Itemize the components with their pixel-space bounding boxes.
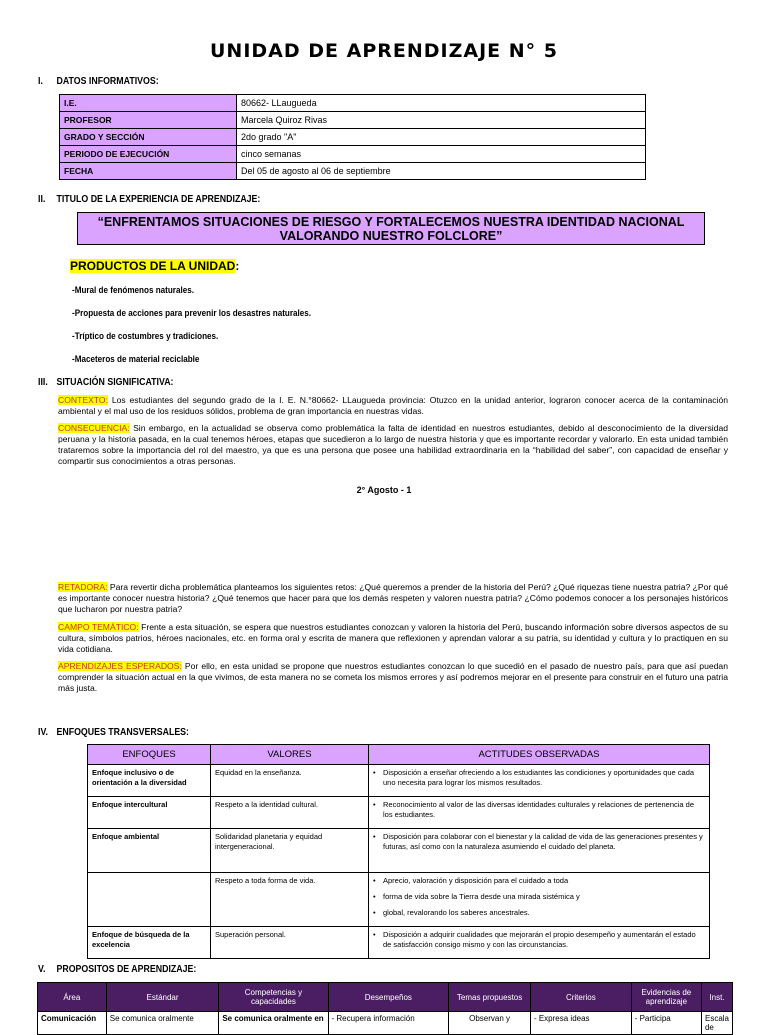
valor-cell: Respeto a toda forma de vida. <box>211 873 369 927</box>
table-row <box>60 129 646 146</box>
section-heading-propositos <box>38 964 196 975</box>
contexto-text: Los estudiantes del segundo grado de la I. E. N.°80662- LLaugueda provincia: Otuzco en la unidad anterior, lograron conocer acerca de la contaminación ambiental y el mal uso de los residuos sólidos, problema de gran importancia en nuestras vidas. <box>58 395 728 416</box>
section-label: TITULO DE LA EXPERIENCIA DE APRENDIZAJE: <box>56 194 261 205</box>
section-number: IV. <box>38 727 48 738</box>
contexto-paragraph <box>58 395 728 417</box>
column-header: Inst. <box>701 983 732 1012</box>
table-cell: Observan y <box>449 1012 531 1035</box>
table-row <box>60 95 646 112</box>
propositos-table <box>37 982 733 1035</box>
retadora-paragraph <box>58 582 728 615</box>
retadora-label: RETADORA: <box>58 582 108 592</box>
table-cell: - Expresa ideas <box>530 1012 631 1035</box>
section-number: V. <box>38 964 46 975</box>
valor-cell: Superación personal. <box>211 927 369 959</box>
section-number: III. <box>38 377 48 388</box>
table-row <box>88 797 710 829</box>
column-header: VALORES <box>211 745 369 765</box>
table-row <box>88 873 710 927</box>
date-marker: 2° Agosto - 1 <box>356 485 412 495</box>
aprendizajes-text: Por ello, en esta unidad se propone que nuestros estudiantes conozcan lo que sucedió en el pasado de nuestro país, para que así puedan comprender la situación actual en la que vivimos, de esta manera no se cometa los mismos errores y así podremos mejorar en el presente para construir en el futuro una patria más justa. <box>58 661 728 693</box>
product-item: -Tríptico de costumbres y tradiciones. <box>72 331 219 341</box>
section-label: ENFOQUES TRANSVERSALES: <box>56 727 189 738</box>
section-heading-datos <box>38 76 159 87</box>
info-key: FECHA <box>60 163 237 180</box>
products-heading-text: PRODUCTOS DE LA UNIDAD <box>70 259 236 273</box>
product-item: -Propuesta de acciones para prevenir los desastres naturales. <box>72 308 312 318</box>
table-row <box>38 1012 733 1035</box>
valor-cell: Equidad en la enseñanza. <box>211 765 369 797</box>
table-cell: Se comunica oralmente en <box>219 1012 328 1035</box>
product-item: -Mural de fenómenos naturales. <box>72 285 194 295</box>
valor-cell: Solidaridad planetaria y equidad intergeneracional. <box>211 829 369 873</box>
enfoque-cell: Enfoque intercultural <box>88 797 211 829</box>
section-number: I. <box>38 76 43 87</box>
campo-text: Frente a esta situación, se espera que nuestros estudiantes conozcan y valoren la historia del Perú, buscando información sobre diversos aspectos de su cultura, símbolos patrios, héroes nacionales, etc. en forma oral y escrita de manera que reflexionen y aprendan valorar a su patria, su identidad y cultura y lo practiquen en su vida cotidiana. <box>58 622 728 654</box>
aprendizajes-label: APRENDIZAJES ESPERADOS: <box>58 661 182 671</box>
list-item: • forma de vida sobre la Tierra desde una mirada sistémica y <box>373 892 705 902</box>
column-header: ENFOQUES <box>88 745 211 765</box>
campo-paragraph <box>58 622 728 655</box>
column-header: Criterios <box>530 983 631 1012</box>
table-row <box>88 829 710 873</box>
experience-title-banner: “ENFRENTAMOS SITUACIONES DE RIESGO Y FORTALECEMOS NUESTRA IDENTIDAD NACIONAL VALORANDO NUESTRO FOLCLORE” <box>77 212 705 245</box>
list-item: • Disposición a enseñar ofreciendo a los estudiantes las condiciones y oportunidades que cada uno necesita para lograr los mismos resultados. <box>373 768 705 788</box>
table-row <box>60 163 646 180</box>
info-value: Del 05 de agosto al 06 de septiembre <box>237 163 646 180</box>
column-header: Evidencias de aprendizaje <box>631 983 701 1012</box>
actitudes-cell <box>369 829 710 873</box>
info-value: Marcela Quiroz Rivas <box>237 112 646 129</box>
actitudes-cell <box>369 797 710 829</box>
campo-label: CAMPO TEMÁTICO: <box>58 622 139 632</box>
list-item: • Disposición para colaborar con el bienestar y la calidad de vida de las generaciones presentes y futuras, así como con la naturaleza asumiendo el cuidado del planeta. <box>373 832 705 852</box>
table-row <box>88 765 710 797</box>
list-item: • Reconocimiento al valor de las diversas identidades culturales y relaciones de pertenencia de los estudiantes. <box>373 800 705 820</box>
column-header: Competencias y capacidades <box>219 983 328 1012</box>
table-cell: Comunicación <box>38 1012 107 1035</box>
enfoque-cell: Enfoque de búsqueda de la excelencia <box>88 927 211 959</box>
table-cell: Se comunica oralmente <box>106 1012 219 1035</box>
actitudes-cell <box>369 765 710 797</box>
table-header-row <box>38 983 733 1012</box>
consecuencia-paragraph <box>58 423 728 467</box>
list-item: • Disposición a adquirir cualidades que mejorarán el propio desempeño y aumentarán el estado de satisfacción consigo mismo y con las circunstancias. <box>373 930 705 950</box>
column-header: Área <box>38 983 107 1012</box>
list-item: • Aprecio, valoración y disposición para el cuidado a toda <box>373 876 705 886</box>
contexto-label: CONTEXTO: <box>58 395 108 405</box>
table-cell: Escala de <box>701 1012 732 1035</box>
actitudes-cell <box>369 927 710 959</box>
enfoque-cell: Enfoque ambiental <box>88 829 211 873</box>
section-heading-titulo <box>38 194 260 205</box>
section-number: II. <box>38 194 46 205</box>
valor-cell: Respeto a la identidad cultural. <box>211 797 369 829</box>
info-value: 80662- LLaugueda <box>237 95 646 112</box>
info-value: 2do grado "A" <box>237 129 646 146</box>
table-row <box>88 927 710 959</box>
info-key: GRADO Y SECCIÓN <box>60 129 237 146</box>
enfoque-cell <box>88 873 211 927</box>
products-heading-colon: : <box>235 259 240 273</box>
column-header: Estándar <box>106 983 219 1012</box>
table-row <box>60 146 646 163</box>
product-item: -Maceteros de material reciclable <box>72 354 200 364</box>
retadora-text: Para revertir dicha problemática planteamos los siguientes retos: ¿Qué queremos a prender de la historia del Perú? ¿Qué riquezas tiene nuestra patria? ¿Por qué es importante conocer nuestra historia? ¿Qué tenemos que hacer para que los demás respeten y valoren nuestra patria? ¿Cómo podemos conocer a los personajes históricos que lucharon por nuestra patria? <box>58 582 729 614</box>
enfoque-cell: Enfoque inclusivo o de orientación a la diversidad <box>88 765 211 797</box>
unit-title: UNIDAD DE APRENDIZAJE N° 5 <box>210 40 558 62</box>
section-label: DATOS INFORMATIVOS: <box>56 76 159 87</box>
info-key: PERIODO DE EJECUCIÓN <box>60 146 237 163</box>
consecuencia-label: CONSECUENCIA: <box>58 423 130 433</box>
section-heading-enfoques <box>38 727 189 738</box>
info-key: PROFESOR <box>60 112 237 129</box>
info-table <box>59 94 646 180</box>
products-heading <box>70 259 239 273</box>
info-value: cinco semanas <box>237 146 646 163</box>
table-cell: - Participa <box>631 1012 701 1035</box>
enfoques-table <box>87 744 710 959</box>
aprendizajes-paragraph <box>58 661 728 694</box>
section-label: SITUACIÓN SIGNIFICATIVA: <box>56 377 174 388</box>
info-key: I.E. <box>60 95 237 112</box>
list-item: • global, revalorando los saberes ancestrales. <box>373 908 705 918</box>
section-label: PROPOSITOS DE APRENDIZAJE: <box>56 964 197 975</box>
table-header-row <box>88 745 710 765</box>
actitudes-cell <box>369 873 710 927</box>
consecuencia-text: Sin embargo, en la actualidad se observa como problemática la falta de identidad en nuestros estudiantes, debido al desconocimiento de la diversidad peruana y la historia pasada, en la cual tenemos héroes, etapas que sucedieron a lo largo de nuestra historia y que es importante recordar y valorarlo. En esta unidad también trataremos sobre la importancia del rol del maestro, ya que es una persona que posee una habilidad extraordinaria en la “habilidad del saber”, con capacidad de enseñar y compartir sus conocimientos a otras personas. <box>58 423 728 466</box>
column-header: ACTITUDES OBSERVADAS <box>369 745 710 765</box>
table-cell: - Recupera información <box>328 1012 449 1035</box>
table-row <box>60 112 646 129</box>
column-header: Temas propuestos <box>449 983 531 1012</box>
column-header: Desempeños <box>328 983 449 1012</box>
section-heading-situacion <box>38 377 173 388</box>
